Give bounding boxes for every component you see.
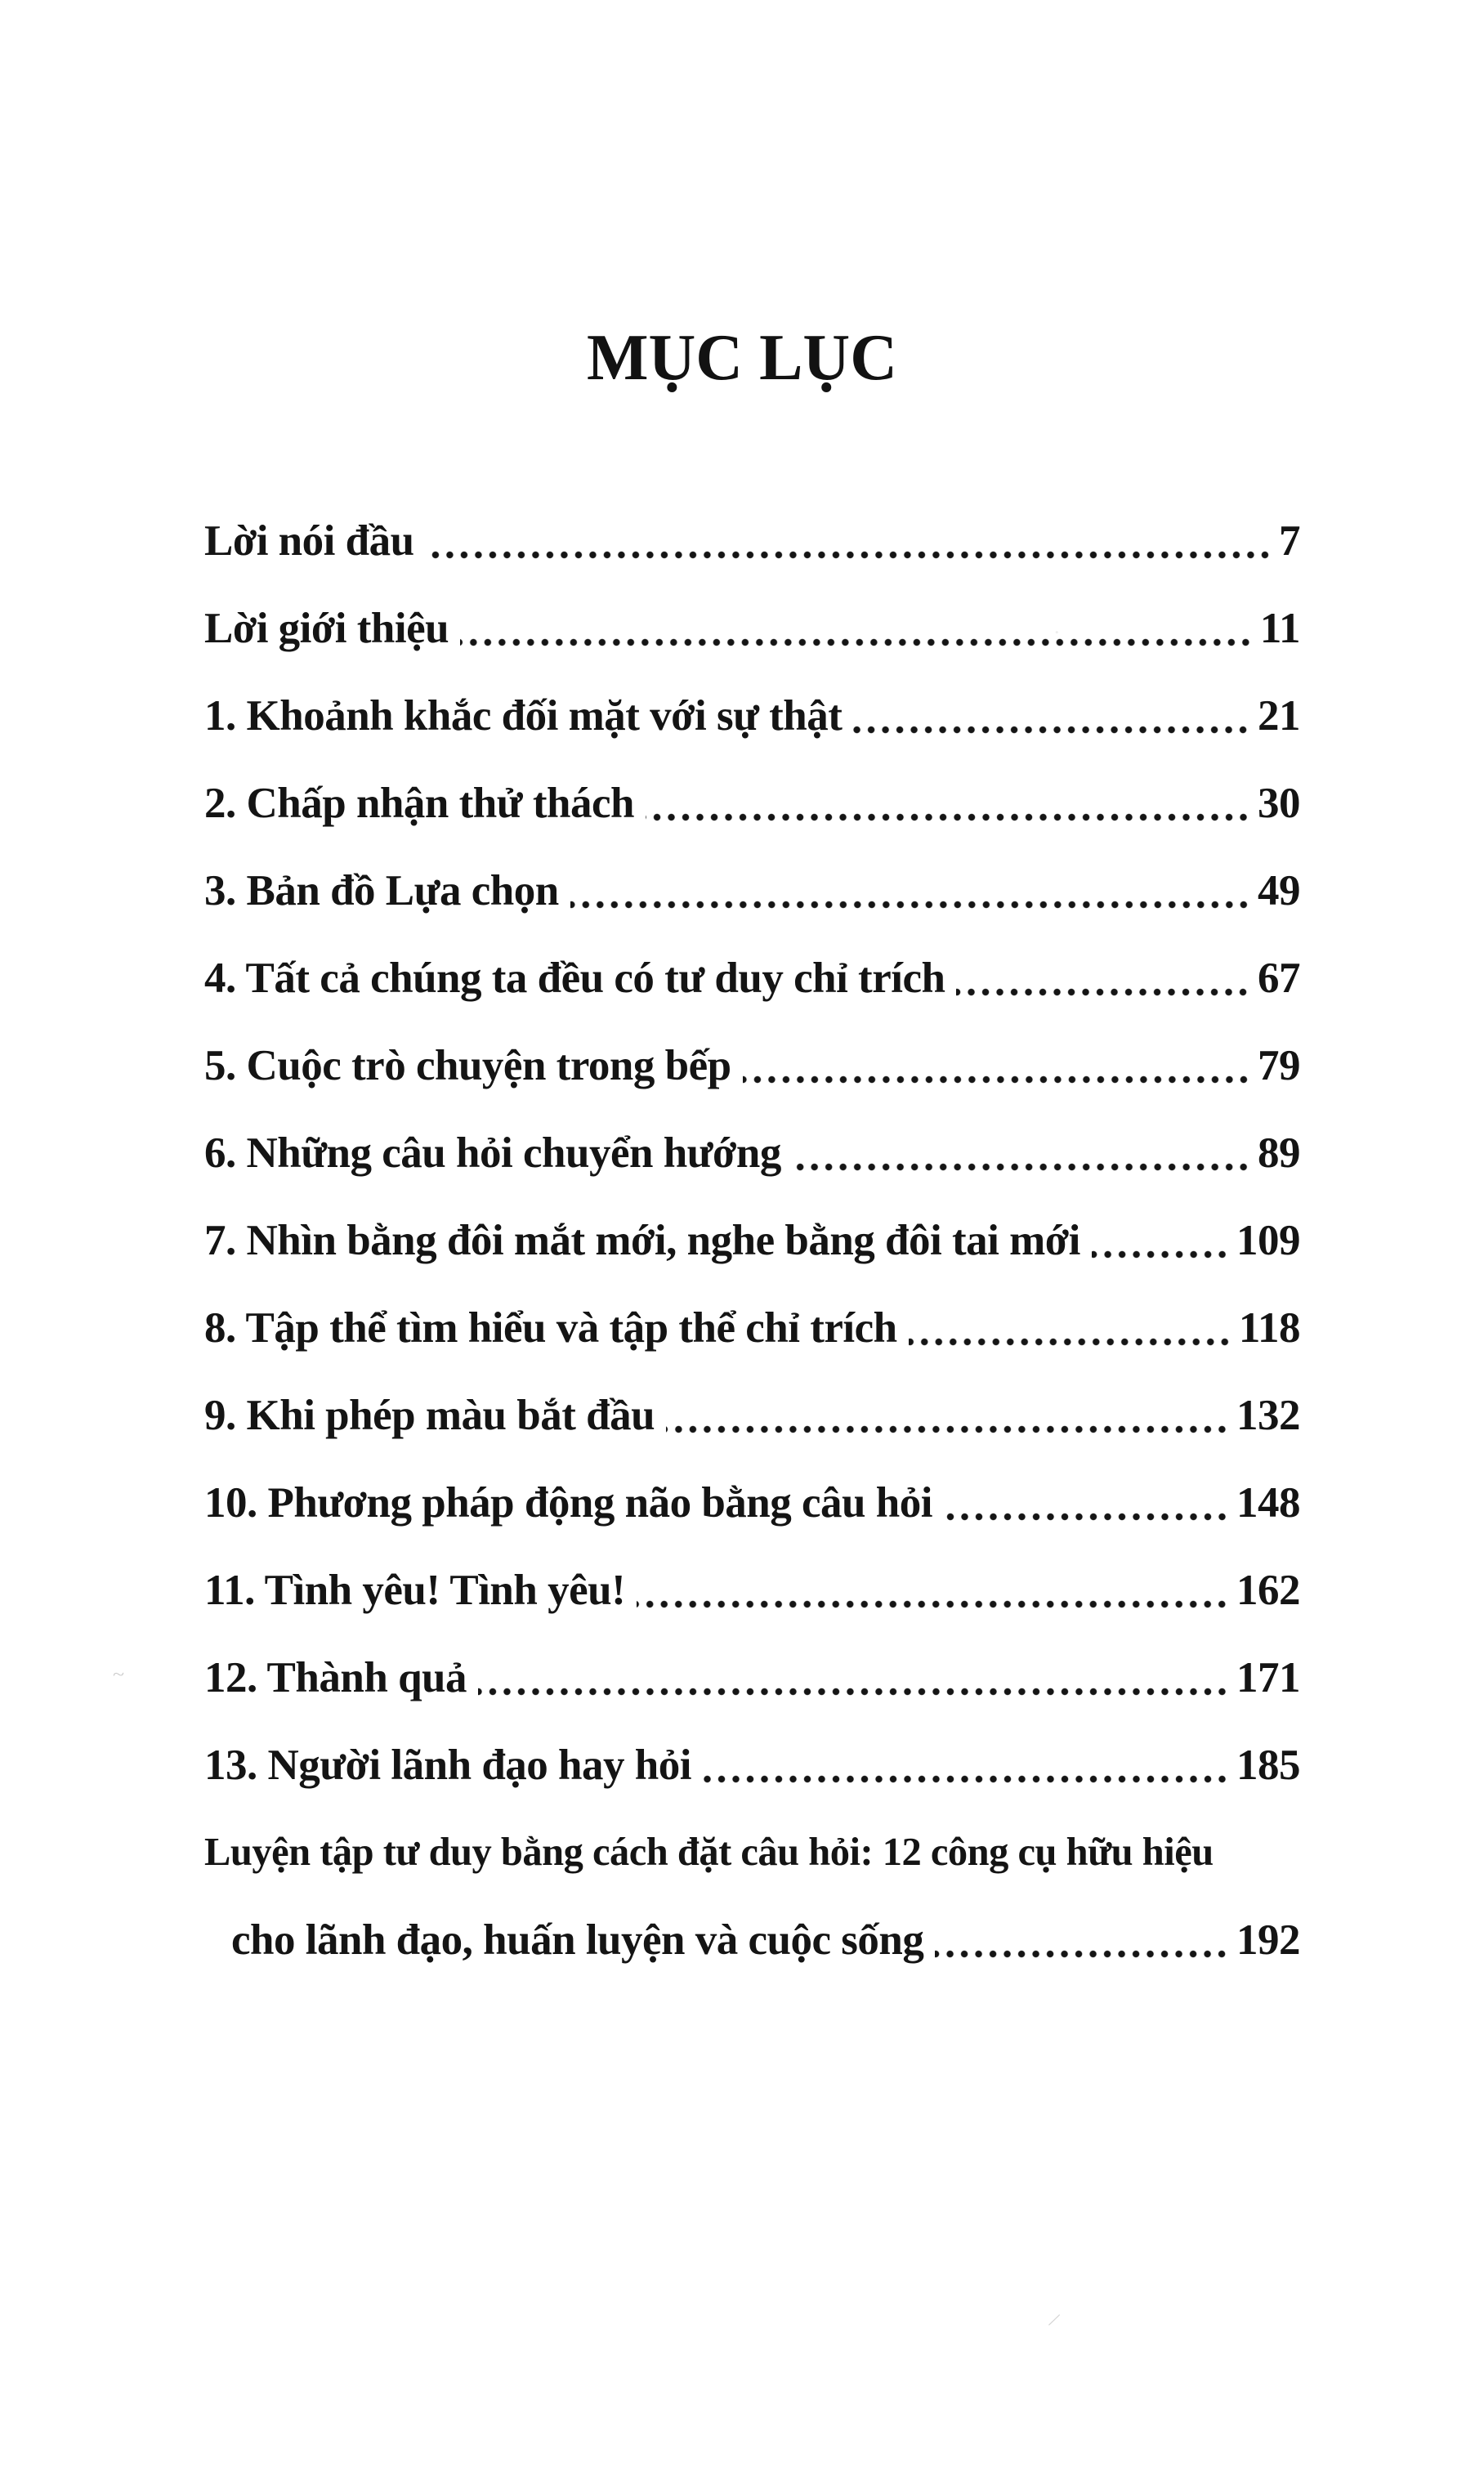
toc-entry-page: 162 (1236, 1566, 1300, 1614)
toc-entry (204, 584, 1300, 672)
dot-leader (944, 1512, 1230, 1522)
toc-entry-page: 185 (1236, 1741, 1300, 1789)
dot-leader (478, 1687, 1230, 1697)
toc-entry (204, 1022, 1300, 1109)
toc-entry-label: 5. Cuộc trò chuyện trong bếp (204, 1041, 731, 1089)
dot-leader (703, 1774, 1230, 1784)
toc-entry-page: 171 (1236, 1653, 1300, 1701)
toc-entry (204, 1196, 1300, 1284)
toc-entry-label: 6. Những câu hỏi chuyển hướng (204, 1129, 781, 1177)
toc-entry (204, 1634, 1300, 1721)
toc-entry-page: 21 (1258, 691, 1300, 740)
toc-entry (204, 1546, 1300, 1634)
dot-leader (853, 725, 1251, 735)
toc-entry (204, 759, 1300, 847)
toc-entry (204, 1371, 1300, 1459)
toc-entry-page: 79 (1258, 1041, 1300, 1089)
toc-entry-label: 3. Bản đồ Lựa chọn (204, 866, 559, 914)
toc-entry (204, 1896, 1300, 1983)
toc-entry-label: Lời nói đầu (204, 516, 414, 565)
page-title: MỤC LỤC (587, 322, 897, 394)
toc-entry-label: 8. Tập thể tìm hiểu và tập thể chỉ trích (204, 1303, 897, 1352)
dot-leader (460, 637, 1254, 647)
scan-speck: ~ (113, 1665, 125, 1684)
dot-leader (909, 1337, 1232, 1347)
dot-leader (646, 812, 1251, 822)
scan-speck: \ (1042, 2312, 1066, 2328)
dot-leader (793, 1162, 1251, 1172)
dot-leader (637, 1599, 1230, 1609)
dot-leader (956, 987, 1251, 997)
toc-entry (204, 1721, 1300, 1809)
toc-entry-page: 7 (1279, 516, 1300, 565)
toc-entry-label: 10. Phương pháp động não bằng câu hỏi (204, 1478, 932, 1527)
toc-entry-label: 13. Người lãnh đạo hay hỏi (204, 1741, 691, 1789)
dot-leader (935, 1949, 1230, 1959)
dot-leader (666, 1424, 1230, 1434)
toc-entry-page: 30 (1258, 779, 1300, 827)
toc-entry (204, 497, 1300, 584)
toc-entry (204, 934, 1300, 1022)
toc-entry-label: 11. Tình yêu! Tình yêu! (204, 1566, 626, 1614)
toc-entry-page: 11 (1259, 604, 1300, 652)
toc-entry-label: 2. Chấp nhận thử thách (204, 779, 634, 827)
toc-entry (204, 847, 1300, 934)
toc-entry (204, 1809, 1300, 1896)
toc-entry-page: 89 (1258, 1129, 1300, 1177)
toc-entry-page: 148 (1236, 1478, 1300, 1527)
toc-entry-page: 49 (1258, 866, 1300, 914)
toc-entry-page: 109 (1236, 1216, 1300, 1264)
dot-leader (570, 900, 1251, 910)
toc-entry-label: 7. Nhìn bằng đôi mắt mới, nghe bằng đôi tai mới (204, 1216, 1080, 1264)
toc-entry-label: 1. Khoảnh khắc đối mặt với sự thật (204, 691, 843, 740)
toc-entry-label: 12. Thành quả (204, 1653, 467, 1701)
toc-entry-page: 132 (1236, 1391, 1300, 1439)
toc-list (204, 497, 1300, 1983)
scan-speck: . (1054, 615, 1060, 638)
dot-leader (1092, 1250, 1230, 1259)
toc-entry-label: Lời giới thiệu (204, 604, 449, 652)
toc-entry-page: 67 (1258, 954, 1300, 1002)
toc-entry-page: 192 (1236, 1916, 1300, 1964)
toc-entry-label: cho lãnh đạo, huấn luyện và cuộc sống (231, 1916, 924, 1964)
dot-leader (743, 1075, 1251, 1084)
toc-entry-page: 118 (1238, 1303, 1300, 1352)
toc-entry (204, 1459, 1300, 1546)
toc-entry-label: 9. Khi phép màu bắt đầu (204, 1391, 655, 1439)
dot-leader (426, 550, 1272, 560)
toc-entry (204, 672, 1300, 759)
toc-entry-label: 4. Tất cả chúng ta đều có tư duy chỉ trích (204, 954, 945, 1002)
toc-entry (204, 1109, 1300, 1196)
toc-entry (204, 1284, 1300, 1371)
toc-entry-label: Luyện tập tư duy bằng cách đặt câu hỏi: 12 công cụ hữu hiệu (204, 1831, 1214, 1874)
